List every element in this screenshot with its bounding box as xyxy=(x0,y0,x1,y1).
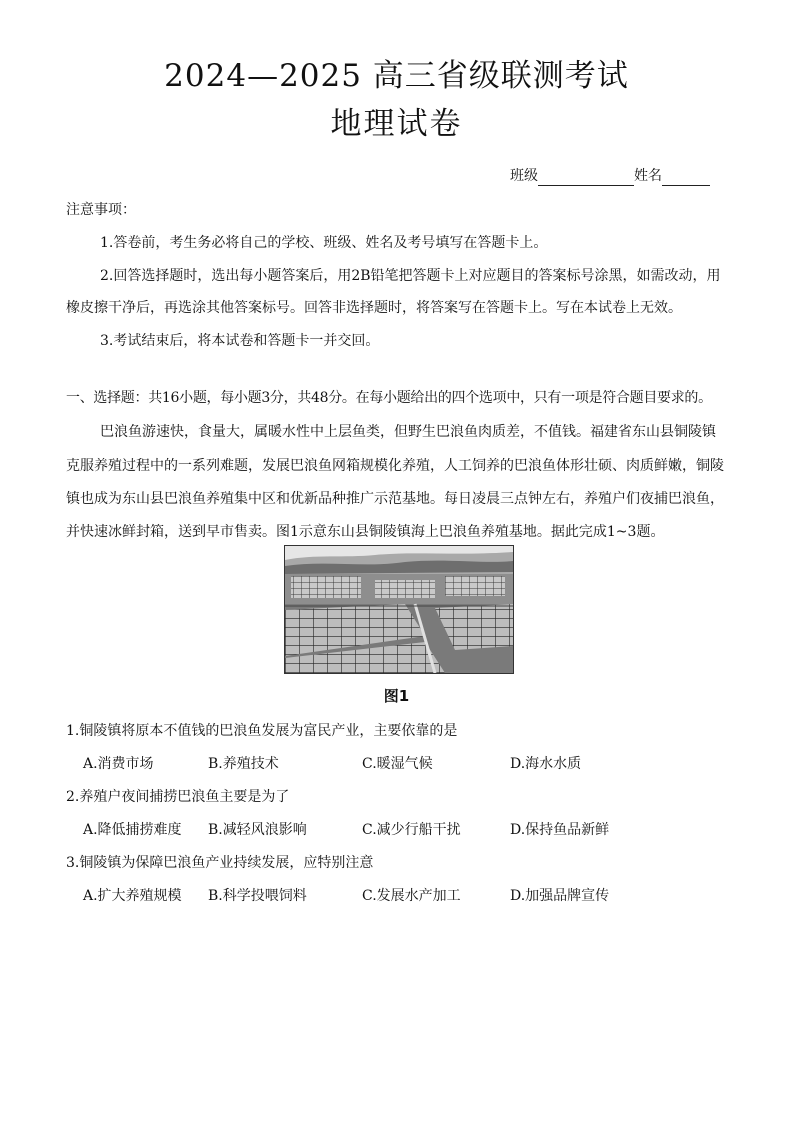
question-1-option-b: B.养殖技术 xyxy=(208,756,279,772)
question-2-option-c: C.减少行船干扰 xyxy=(362,822,461,838)
question-2-option-b: B.减轻风浪影响 xyxy=(208,822,307,838)
question-1-option-a: A.消费市场 xyxy=(83,756,154,772)
name-blank xyxy=(662,169,710,186)
question-1-option-c: C.暖湿气候 xyxy=(362,756,433,772)
class-label: 班级 xyxy=(510,168,538,184)
fish-farm-photo xyxy=(285,546,513,673)
notice-item-2: 2.回答选择题时，选出每小题答案后，用2B铅笔把答题卡上对应题目的答案标号涂黑，如需改动，用 xyxy=(100,268,721,284)
question-3-option-d: D.加强品牌宣传 xyxy=(510,888,610,904)
question-2-option-a: A.降低捕捞难度 xyxy=(83,822,182,838)
figure-1-photo xyxy=(284,545,514,674)
class-blank xyxy=(538,169,634,186)
question-3-option-b: B.科学投喂饲料 xyxy=(208,888,307,904)
passage-line-1: 巴浪鱼游速快，食量大，属暖水性中上层鱼类，但野生巴浪鱼肉质差，不值钱。福建省东山县铜陵镇 xyxy=(100,424,716,440)
exam-title: 2024—2025 高三省级联测考试 xyxy=(164,58,629,94)
notice-heading: 注意事项： xyxy=(66,202,136,218)
question-2-stem: 2.养殖户夜间捕捞巴浪鱼主要是为了 xyxy=(66,789,290,805)
question-3-option-a: A.扩大养殖规模 xyxy=(83,888,182,904)
question-2-option-d: D.保持鱼品新鲜 xyxy=(510,822,610,838)
question-3-option-c: C.发展水产加工 xyxy=(362,888,461,904)
question-1-stem: 1.铜陵镇将原本不值钱的巴浪鱼发展为富民产业，主要依靠的是 xyxy=(66,723,458,739)
notice-item-1: 1.答卷前，考生务必将自己的学校、班级、姓名及考号填写在答题卡上。 xyxy=(100,235,548,251)
passage-line-4: 并快速冰鲜封箱，送到早市售卖。图1示意东山县铜陵镇海上巴浪鱼养殖基地。据此完成1~3题。 xyxy=(66,524,665,540)
figure-1-caption: 图1 xyxy=(383,687,410,705)
student-info-line xyxy=(510,166,710,186)
notice-item-3: 3.考试结束后，将本试卷和答题卡一并交回。 xyxy=(100,333,380,349)
passage-line-2: 克服养殖过程中的一系列难题，发展巴浪鱼网箱规模化养殖，人工饲养的巴浪鱼体形壮硕、肉质鲜嫩，铜陵 xyxy=(66,458,724,474)
notice-item-2-cont: 橡皮擦干净后，再选涂其他答案标号。回答非选择题时，将答案写在答题卡上。写在本试卷上无效。 xyxy=(66,300,682,316)
exam-subject: 地理试卷 xyxy=(330,106,463,142)
question-3-stem: 3.铜陵镇为保障巴浪鱼产业持续发展，应特别注意 xyxy=(66,855,374,871)
name-label: 姓名 xyxy=(634,168,662,184)
section-heading: 一、选择题：共16小题，每小题3分，共48分。在每小题给出的四个选项中，只有一项是符合题目要求的。 xyxy=(66,390,712,406)
question-1-option-d: D.海水水质 xyxy=(510,756,582,772)
passage-line-3: 镇也成为东山县巴浪鱼养殖集中区和优新品种推广示范基地。每日凌晨三点钟左右，养殖户们夜捕巴浪鱼， xyxy=(66,491,724,507)
